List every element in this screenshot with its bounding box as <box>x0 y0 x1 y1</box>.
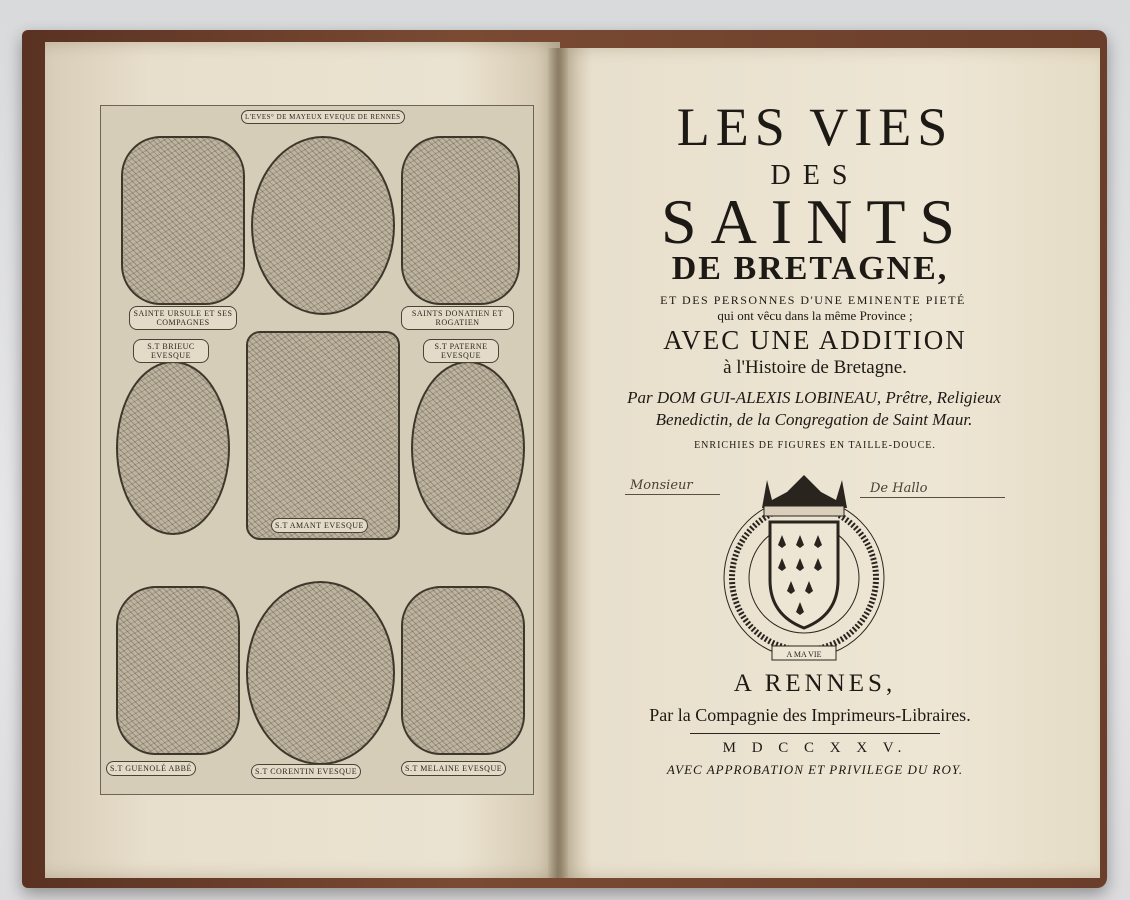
title-line-bretagne: DE BRETAGNE, <box>671 250 949 287</box>
scroll-guenole: S.T GUENOLÉ ABBÉ <box>106 761 196 776</box>
subtitle-histoire: à l'Histoire de Bretagne. <box>723 357 907 378</box>
title-line-saints: SAINTS <box>660 186 970 257</box>
imprint-date: M D C C X X V. <box>722 740 908 756</box>
panel-brieuc <box>116 361 230 535</box>
seal-motto: A MA VIE <box>786 650 822 659</box>
author-line-1: Par DOM GUI-ALEXIS LOBINEAU, Prêtre, Religieux <box>627 388 1001 407</box>
subtitle-addition: AVEC UNE ADDITION <box>663 325 967 355</box>
illustrations-note: ENRICHIES DE FIGURES EN TAILLE-DOUCE. <box>694 440 936 451</box>
panel-saints-donatien <box>401 136 520 305</box>
imprint-publisher: Par la Compagnie des Imprimeurs-Libraires. <box>649 705 971 725</box>
panel-sainte-ursule <box>121 136 245 305</box>
panel-corentin <box>246 581 395 765</box>
book-gutter <box>548 48 568 878</box>
imprint-rennes: A RENNES, <box>733 670 897 697</box>
imprint-rule <box>690 733 940 734</box>
frontispiece-engraving <box>100 105 534 795</box>
coat-of-arms-seal <box>712 470 897 670</box>
scroll-saints-donatien: SAINTS DONATIEN ET ROGATIEN <box>401 306 514 330</box>
subtitle-province: qui ont vêcu dans la même Province ; <box>717 308 913 323</box>
title-line-les-vies: LES VIES <box>676 97 954 157</box>
title-line-des: DES <box>770 160 860 191</box>
scroll-top: L'EVES° DE MAYEUX EVEQUE DE RENNES <box>241 110 405 124</box>
scroll-paterne: S.T PATERNE EVESQUE <box>423 339 499 363</box>
scroll-brieuc: S.T BRIEUC EVESQUE <box>133 339 209 363</box>
imprint-privilege: AVEC APPROBATION ET PRIVILEGE DU ROY. <box>666 762 964 777</box>
handwriting-underline-left <box>625 494 720 495</box>
panel-amant <box>246 331 400 540</box>
panel-paterne <box>411 361 525 535</box>
panel-melaine <box>401 586 525 755</box>
scroll-corentin: S.T CORENTIN EVESQUE <box>251 764 361 779</box>
author-line-2: Benedictin, de la Congregation de Saint Maur. <box>655 410 973 429</box>
panel-guenole <box>116 586 240 755</box>
scroll-amant: S.T AMANT EVESQUE <box>271 518 368 533</box>
scroll-melaine: S.T MELAINE EVESQUE <box>401 761 506 776</box>
handwritten-name: De Hallo <box>870 481 928 496</box>
handwritten-monsieur: Monsieur <box>630 478 693 493</box>
subtitle-personnes: ET DES PERSONNES D'UNE EMINENTE PIETÉ <box>660 293 966 307</box>
panel-top-center <box>251 136 395 315</box>
scroll-sainte-ursule: SAINTE URSULE ET SES COMPAGNES <box>129 306 237 330</box>
